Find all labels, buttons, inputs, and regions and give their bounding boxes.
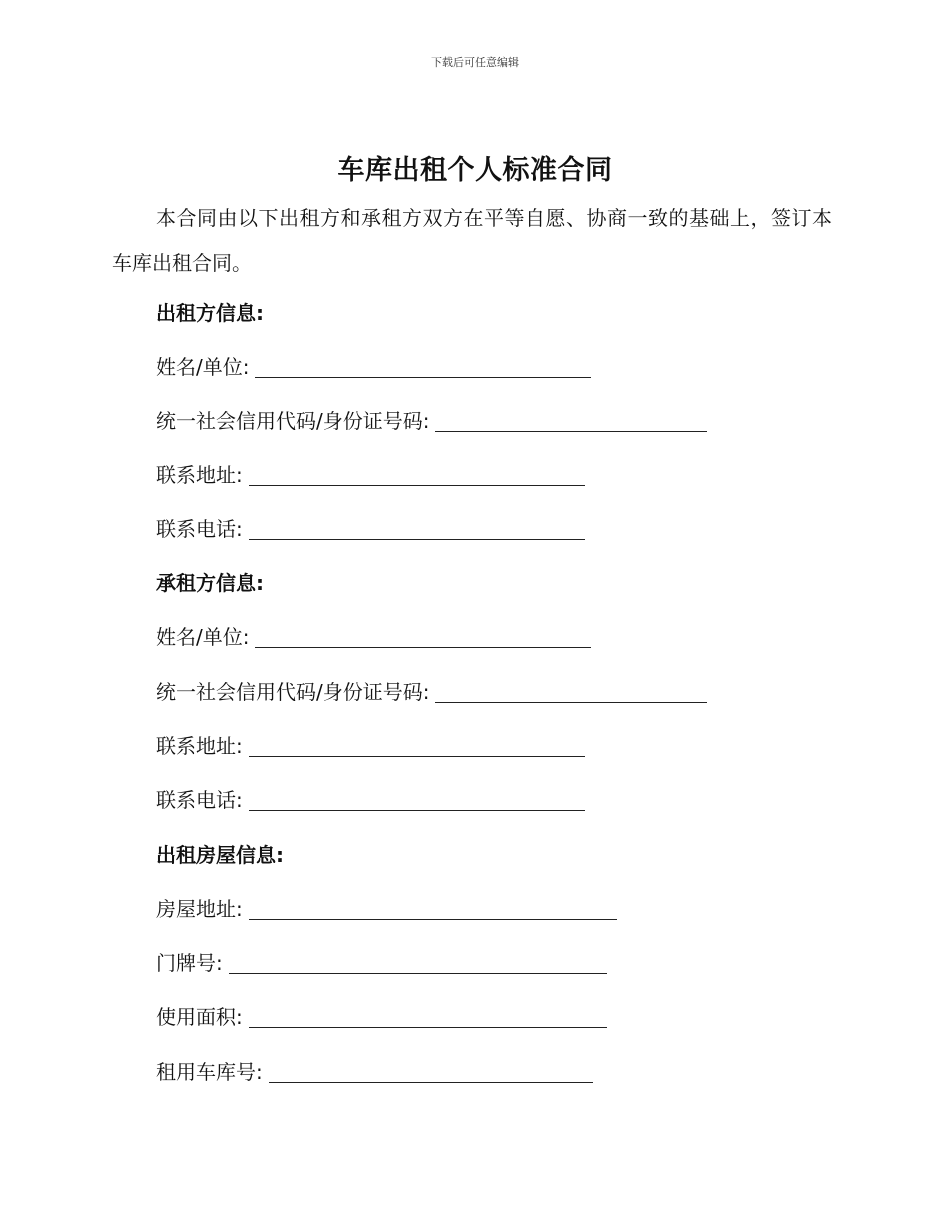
- property-garage-field[interactable]: [269, 1060, 593, 1083]
- lessor-address-row: [156, 458, 585, 488]
- intro-paragraph: 本合同由以下出租方和承租方双方在平等自愿、协商一致的基础上，签订本车库出租合同。: [112, 206, 832, 275]
- lessor-address-field[interactable]: [249, 463, 585, 486]
- property-door-row: [156, 946, 607, 976]
- lessor-name-row: [156, 350, 591, 380]
- lessee-phone-field[interactable]: [249, 788, 585, 811]
- document-title: 车库出租个人标准合同: [337, 155, 613, 186]
- lessee-name-row: [156, 620, 591, 650]
- property-door-field[interactable]: [229, 951, 607, 974]
- lessee-address-row: [156, 729, 585, 759]
- lessor-name-field[interactable]: [255, 355, 591, 378]
- property-area-field[interactable]: [249, 1005, 607, 1028]
- lessee-phone-label: 联系电话:: [156, 788, 243, 812]
- lessee-phone-row: [156, 783, 585, 813]
- lessee-address-field[interactable]: [249, 734, 585, 757]
- property-heading-text: 出租房屋信息:: [156, 843, 284, 867]
- property-address-field[interactable]: [249, 897, 617, 920]
- lessee-id-row: [156, 675, 707, 705]
- property-garage-label: 租用车库号:: [156, 1060, 263, 1084]
- lessor-name-label: 姓名/单位:: [156, 355, 250, 379]
- lessor-id-row: [156, 404, 707, 434]
- lessor-id-label: 统一社会信用代码/身份证号码:: [156, 409, 430, 433]
- lessor-phone-label: 联系电话:: [156, 517, 243, 541]
- lessee-id-field[interactable]: [435, 680, 707, 703]
- lessor-phone-field[interactable]: [249, 517, 585, 540]
- property-garage-row: [156, 1055, 593, 1085]
- property-address-row: [156, 892, 617, 922]
- lessee-name-field[interactable]: [255, 625, 591, 648]
- property-door-label: 门牌号:: [156, 951, 223, 975]
- lessor-heading: [156, 296, 264, 326]
- property-heading: [156, 838, 284, 868]
- property-area-label: 使用面积:: [156, 1005, 243, 1029]
- lessee-address-label: 联系地址:: [156, 734, 243, 758]
- lessee-id-label: 统一社会信用代码/身份证号码:: [156, 680, 430, 704]
- lessee-heading: [156, 566, 264, 596]
- property-address-label: 房屋地址:: [156, 897, 243, 921]
- property-area-row: [156, 1000, 607, 1030]
- header-note: 下载后可任意编辑: [431, 56, 519, 69]
- lessor-heading-text: 出租方信息:: [156, 301, 264, 325]
- lessor-phone-row: [156, 512, 585, 542]
- lessee-name-label: 姓名/单位:: [156, 625, 250, 649]
- lessor-id-field[interactable]: [435, 409, 707, 432]
- lessor-address-label: 联系地址:: [156, 463, 243, 487]
- lessee-heading-text: 承租方信息:: [156, 571, 264, 595]
